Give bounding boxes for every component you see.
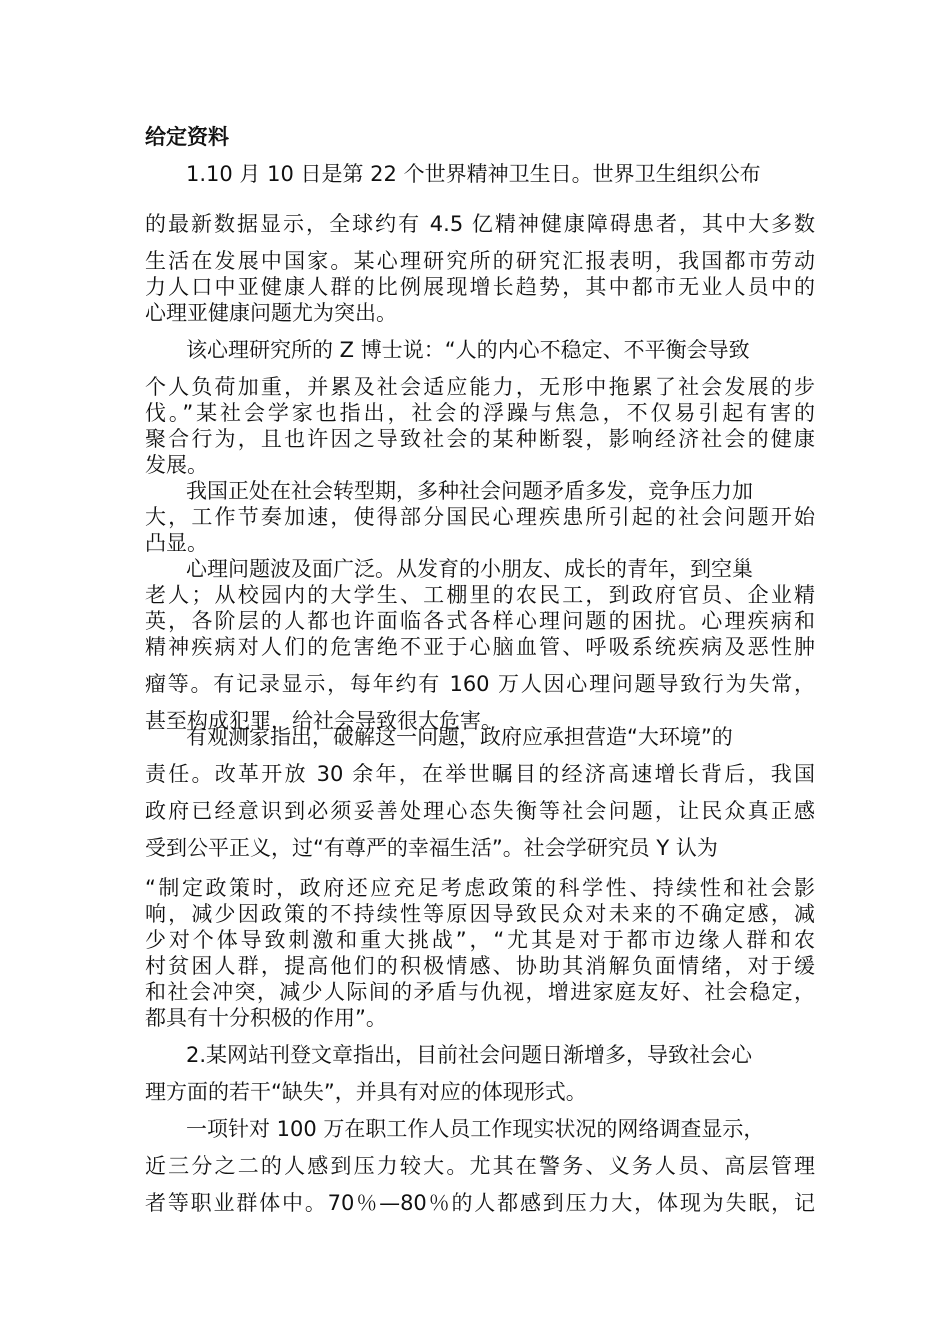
paragraph-line: 我国正处在社会转型期，多种社会问题矛盾多发，竞争压力加 bbox=[186, 479, 753, 503]
paragraph-line: 个人负荷加重，并累及社会适应能力，无形中拖累了社会发展的步 bbox=[145, 375, 815, 399]
paragraph-line: 近三分之二的人感到压力较大。尤其在警务、义务人员、高层管理 bbox=[145, 1154, 815, 1178]
paragraph-line: “制定政策时，政府还应充足考虑政策的科学性、持续性和社会影 bbox=[145, 876, 815, 900]
paragraph-line: 少对个体导致刺激和重大挑战”，“尤其是对于都市边缘人群和农 bbox=[145, 928, 815, 952]
paragraph-line: 凸显。 bbox=[145, 531, 208, 555]
paragraph-line: 受到公平正义，过“有尊严的幸福生活”。社会学研究员 Y 认为 bbox=[145, 836, 718, 860]
paragraph-line: 政府已经意识到必须妥善处理心态失衡等社会问题，让民众真正感 bbox=[145, 799, 815, 823]
paragraph-line: 心理问题波及面广泛。从发育的小朋友、成长的青年，到空巢 bbox=[186, 557, 753, 581]
paragraph-line: 大，工作节奏加速，使得部分国民心理疾患所引起的社会问题开始 bbox=[145, 505, 815, 529]
paragraph-line: 精神疾病对人们的危害绝不亚于心脑血管、呼吸系统疾病及恶性肿 bbox=[145, 635, 815, 659]
paragraph-line: 聚合行为，且也许因之导致社会的某种断裂，影响经济社会的健康 bbox=[145, 427, 815, 451]
paragraph-line: 响，减少因政策的不持续性等原因导致民众对未来的不确定感，减 bbox=[145, 902, 815, 926]
paragraph-line: 2.某网站刊登文章指出，目前社会问题日渐增多，导致社会心 bbox=[186, 1043, 753, 1067]
paragraph-line: 一项针对 100 万在职工作人员工作现实状况的网络调查显示， bbox=[186, 1117, 765, 1141]
section-heading: 给定资料 bbox=[145, 125, 229, 149]
paragraph-line: 瘤等。有记录显示，每年约有 160 万人因心理问题导致行为失常， bbox=[145, 672, 815, 696]
paragraph-line: 理方面的若干“缺失”，并具有对应的体现形式。 bbox=[145, 1080, 587, 1104]
paragraph-line: 甚至构成犯罪，给社会导致很大危害。 bbox=[145, 709, 502, 733]
paragraph-line: 英，各阶层的人都也许面临各式各样心理问题的困扰。心理疾病和 bbox=[145, 609, 815, 633]
paragraph-line: 发展。 bbox=[145, 453, 208, 477]
paragraph-line: 和社会冲突，减少人际间的矛盾与仇视，增进家庭友好、社会稳定， bbox=[145, 980, 815, 1004]
paragraph-line: 村贫困人群，提高他们的积极情感、协助其消解负面情绪，对于缓 bbox=[145, 954, 815, 978]
paragraph-line: 心理亚健康问题尤为突出。 bbox=[145, 301, 397, 325]
paragraph-line: 力人口中亚健康人群的比例展现增长趋势，其中都市无业人员中的 bbox=[145, 275, 815, 299]
paragraph-line: 生活在发展中国家。某心理研究所的研究汇报表明，我国都市劳动 bbox=[145, 249, 815, 273]
paragraph-line: 都具有十分积极的作用”。 bbox=[145, 1006, 387, 1030]
paragraph-line: 责任。改革开放 30 余年，在举世瞩目的经济高速增长背后，我国 bbox=[145, 762, 815, 786]
paragraph-line: 老人；从校园内的大学生、工棚里的农民工，到政府官员、企业精 bbox=[145, 583, 815, 607]
paragraph-line: 者等职业群体中。70％—80％的人都感到压力大，体现为失眠，记 bbox=[145, 1191, 815, 1215]
paragraph-line: 有观测家指出，破解这一问题，政府应承担营造“大环境”的 bbox=[186, 725, 733, 749]
paragraph-line: 的最新数据显示，全球约有 4.5 亿精神健康障碍患者，其中大多数 bbox=[145, 212, 815, 236]
paragraph-line: 1.10 月 10 日是第 22 个世界精神卫生日。世界卫生组织公布 bbox=[186, 162, 761, 186]
paragraph-line: 该心理研究所的 Z 博士说：“人的内心不稳定、不平衡会导致 bbox=[186, 338, 750, 362]
paragraph-line: 伐。”某社会学家也指出，社会的浮躁与焦急，不仅易引起有害的 bbox=[145, 401, 815, 425]
